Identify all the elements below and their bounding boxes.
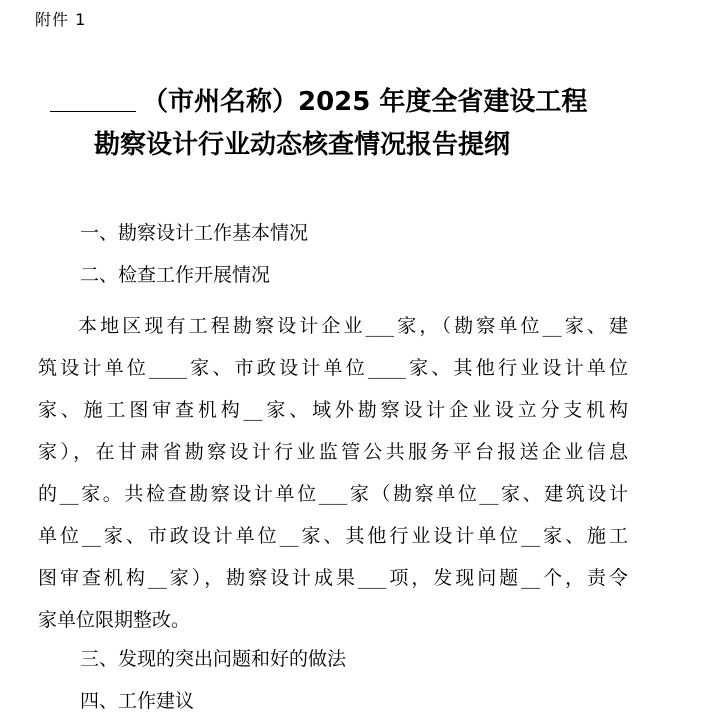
paragraph-line: 家单位限期整改。 xyxy=(38,609,191,631)
section-heading-3: 三、发现的突出问题和好的做法 xyxy=(80,648,347,670)
paragraph-line: 的__家。共检查勘察设计单位___家（勘察单位__家、建筑设计 xyxy=(38,483,628,505)
paragraph-line: 家、施工图审查机构__家、域外勘察设计企业设立分支机构 xyxy=(38,399,628,421)
paragraph-line: 本地区现有工程勘察设计企业___家，（勘察单位__家、建 xyxy=(78,315,628,337)
report-title-line-2: 勘察设计行业动态核查情况报告提纲 xyxy=(94,130,511,160)
inspection-paragraph xyxy=(38,305,628,641)
paragraph-line: 筑设计单位____家、市政设计单位____家、其他行业设计单位 xyxy=(38,357,628,379)
report-title-line-1-text: （市州名称）2025 年度全省建设工程 xyxy=(142,87,588,117)
section-heading-4: 四、工作建议 xyxy=(80,690,195,712)
attachment-label: 附件 1 xyxy=(35,10,87,29)
section-heading-2: 二、检查工作开展情况 xyxy=(80,264,271,286)
paragraph-line: 单位__家、市政设计单位__家、其他行业设计单位__家、施工 xyxy=(38,525,628,547)
paragraph-line: 家），在甘肃省勘察设计行业监管公共服务平台报送企业信息 xyxy=(38,441,628,463)
report-title-line-1 xyxy=(0,85,711,119)
section-heading-1: 一、勘察设计工作基本情况 xyxy=(80,222,309,244)
paragraph-line: 图审查机构__家），勘察设计成果___项，发现问题__个，责令 xyxy=(38,567,628,589)
city-name-blank xyxy=(50,85,136,112)
